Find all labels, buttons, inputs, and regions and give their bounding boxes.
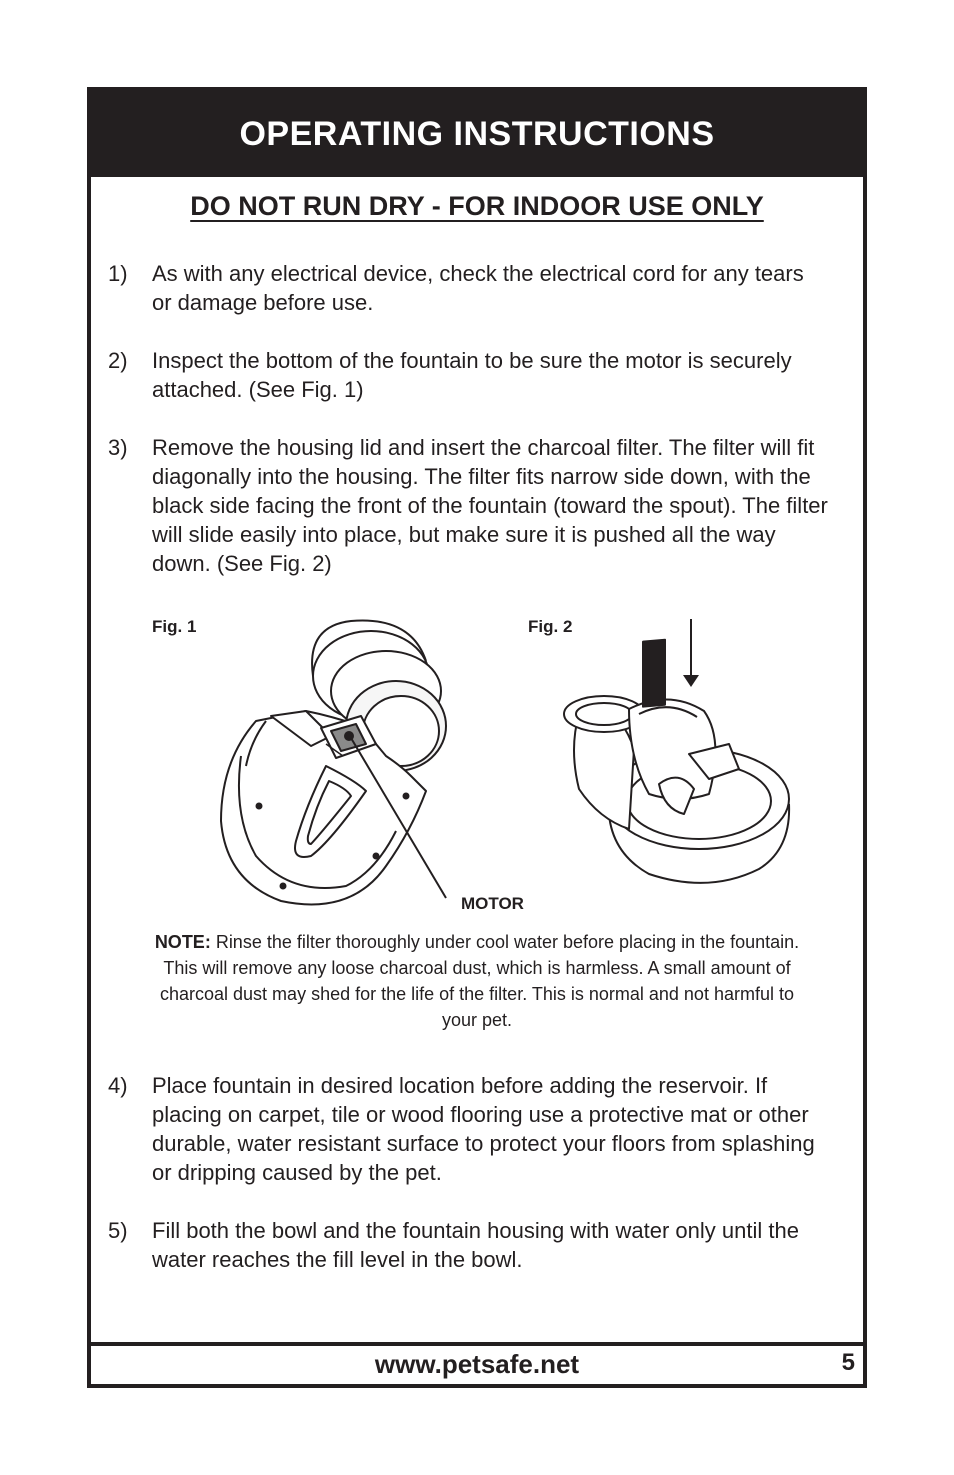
page-number: 5: [841, 1349, 855, 1376]
footer-bar: [91, 1342, 863, 1384]
fig-1-label: Fig. 1: [152, 617, 197, 636]
step-number: 3): [108, 435, 128, 460]
warning-subtitle-text: DO NOT RUN DRY - FOR INDOOR USE ONLY: [190, 191, 764, 221]
step-number: 4): [108, 1073, 128, 1098]
instruction-page-frame: [87, 87, 867, 1388]
note-paragraph: [151, 929, 803, 1033]
step-text: Fill both the bowl and the fountain housing with water only until the water reaches the fill level in the bowl.: [152, 1218, 799, 1272]
website-link[interactable]: www.petsafe.net: [374, 1349, 580, 1379]
step-text: Place fountain in desired location before adding the reservoir. If placing on carpet, tile or wood flooring use a protective mat or other durable, water resistant surface to protect your floors from splashing or dripping caused by the pet.: [152, 1073, 815, 1185]
step-text: As with any electrical device, check the electrical cord for any tears or damage before use.: [152, 261, 804, 315]
step-3: [108, 433, 828, 578]
step-number: 2): [108, 348, 128, 373]
note-text: Rinse the filter thoroughly under cool water before placing in the fountain. This will remove any loose charcoal dust, which is harmless. A small amount of charcoal dust may shed for the life of the filter. This is normal and not harmful to your pet.: [160, 932, 800, 1030]
note-label: NOTE:: [154, 932, 211, 952]
step-number: 5): [108, 1218, 128, 1243]
step-text: Inspect the bottom of the fountain to be sure the motor is securely attached. (See Fig. 1): [152, 348, 792, 402]
step-1: [108, 259, 828, 317]
header-bar: [91, 91, 863, 177]
step-number: 1): [108, 261, 128, 286]
step-5: [108, 1216, 828, 1274]
step-2: [108, 346, 828, 404]
motor-label: MOTOR: [461, 894, 524, 913]
page-title: OPERATING INSTRUCTIONS: [239, 114, 715, 153]
fig-2-filter-insertion-illustration: [559, 619, 799, 899]
step-text: Remove the housing lid and insert the charcoal filter. The filter will fit diagonally into the housing. The filter fits narrow side down, with the black side facing the front of the fountain (toward the spout). The filter will slide easily into place, but make sure it is pushed all the way down. (See Fig. 2): [152, 435, 828, 576]
fig-2-label: Fig. 2: [528, 617, 573, 636]
step-4: [108, 1071, 828, 1187]
fig-1-fountain-bottom-illustration: [211, 616, 471, 916]
warning-subtitle: [91, 191, 863, 222]
